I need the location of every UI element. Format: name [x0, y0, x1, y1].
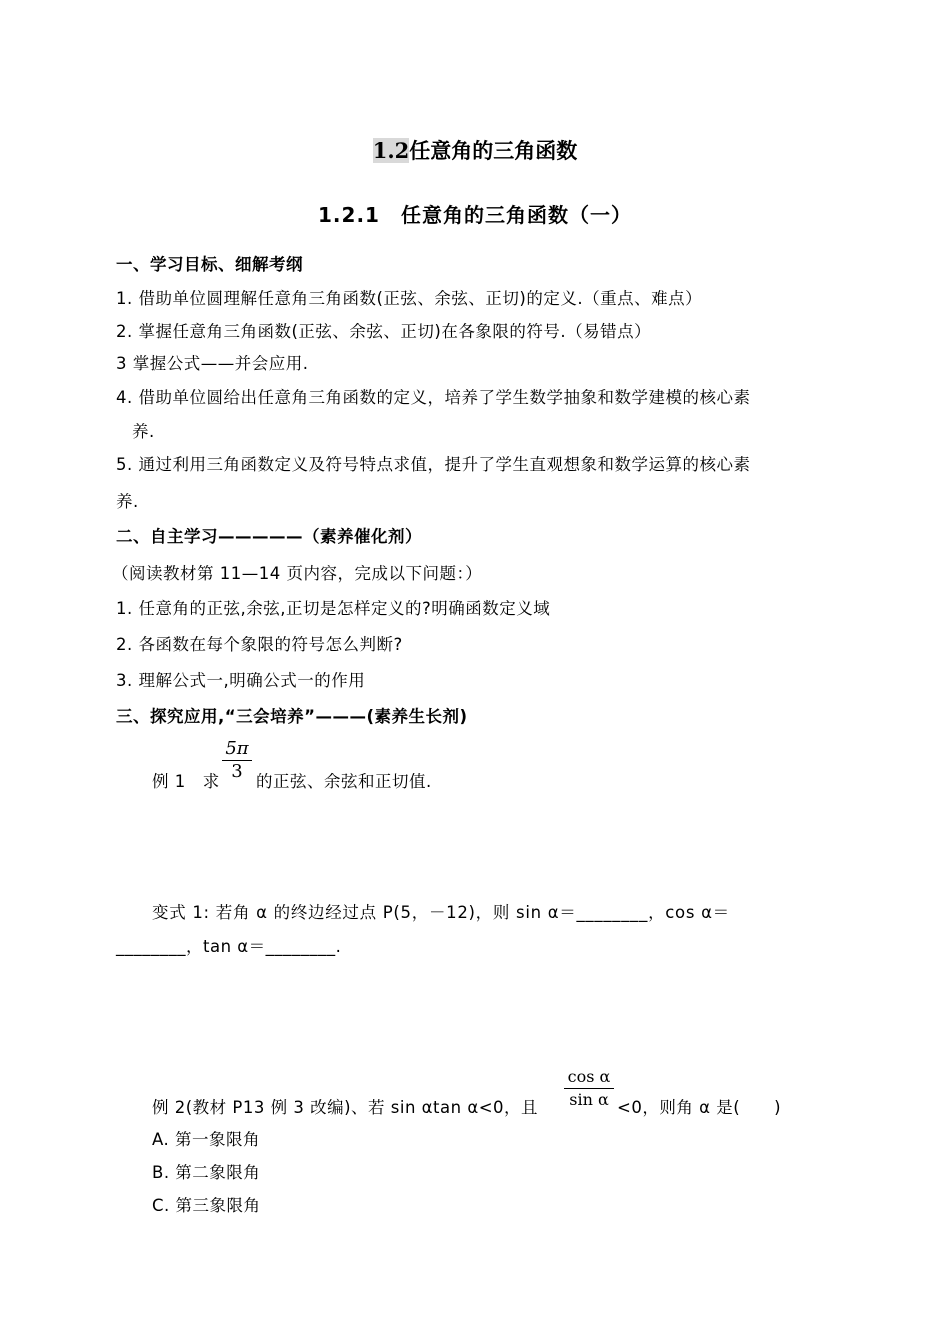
example1-fraction: [222, 738, 252, 783]
section3-heading: 三、探究应用,“三会培养”———(素养生长剂): [116, 707, 468, 726]
question-1: 1. 任意角的正弦,余弦,正切是怎样定义的?明确函数定义域: [116, 599, 551, 618]
objective-3: 3 掌握公式——并会应用.: [116, 354, 309, 373]
example1-fraction-numerator: 5π: [225, 738, 249, 759]
option-a: A. 第一象限角: [152, 1130, 260, 1149]
example1-fraction-denominator: 3: [222, 760, 252, 783]
section2-intro: （阅读教材第 11—14 页内容，完成以下问题：）: [112, 564, 483, 583]
variant1-line2: ________，tan α＝________.: [116, 937, 342, 956]
example1-prefix: 例 1 求: [152, 772, 220, 791]
variant1-line1: 变式 1: 若角 α 的终边经过点 P(5，－12)，则 sin α＝________，cos α＝: [152, 903, 730, 922]
objective-1: 1. 借助单位圆理解任意角三角函数(正弦、余弦、正切)的定义.（重点、难点）: [116, 289, 703, 308]
title-text: 任意角的三角函数: [409, 139, 578, 163]
objective-2: 2. 掌握任意角三角函数(正弦、余弦、正切)在各象限的符号.（易错点）: [116, 322, 652, 341]
section1-heading: 一、学习目标、细解考纲: [116, 255, 303, 274]
option-c: C. 第三象限角: [152, 1196, 261, 1215]
objective-4: 4. 借助单位圆给出任意角三角函数的定义，培养了学生数学抽象和数学建模的核心素: [116, 388, 751, 407]
example1-suffix: 的正弦、余弦和正切值.: [256, 772, 432, 791]
example2-fraction-numerator: cos α: [567, 1067, 611, 1086]
example2-prefix: 例 2(教材 P13 例 3 改编)、若 sin αtan α<0，且: [152, 1098, 539, 1117]
example2-suffix: <0，则角 α 是( ): [617, 1098, 782, 1117]
section2-heading: 二、自主学习—————（素养催化剂）: [116, 527, 422, 546]
page-title: [0, 136, 950, 166]
objective-5: 5. 通过利用三角函数定义及符号特点求值，提升了学生直观想象和数学运算的核心素: [116, 455, 751, 474]
objective-5-cont: 养.: [116, 492, 139, 511]
question-3: 3. 理解公式一,明确公式一的作用: [116, 671, 366, 690]
question-2: 2. 各函数在每个象限的符号怎么判断?: [116, 635, 403, 654]
objective-4-cont: 养.: [132, 422, 155, 441]
option-b: B. 第二象限角: [152, 1163, 261, 1182]
title-number: 1.2: [372, 138, 410, 163]
section-subtitle: 1.2.1 任意角的三角函数（一）: [318, 203, 632, 227]
example2-fraction-denominator: sin α: [564, 1088, 614, 1111]
example2-fraction: [564, 1066, 614, 1111]
